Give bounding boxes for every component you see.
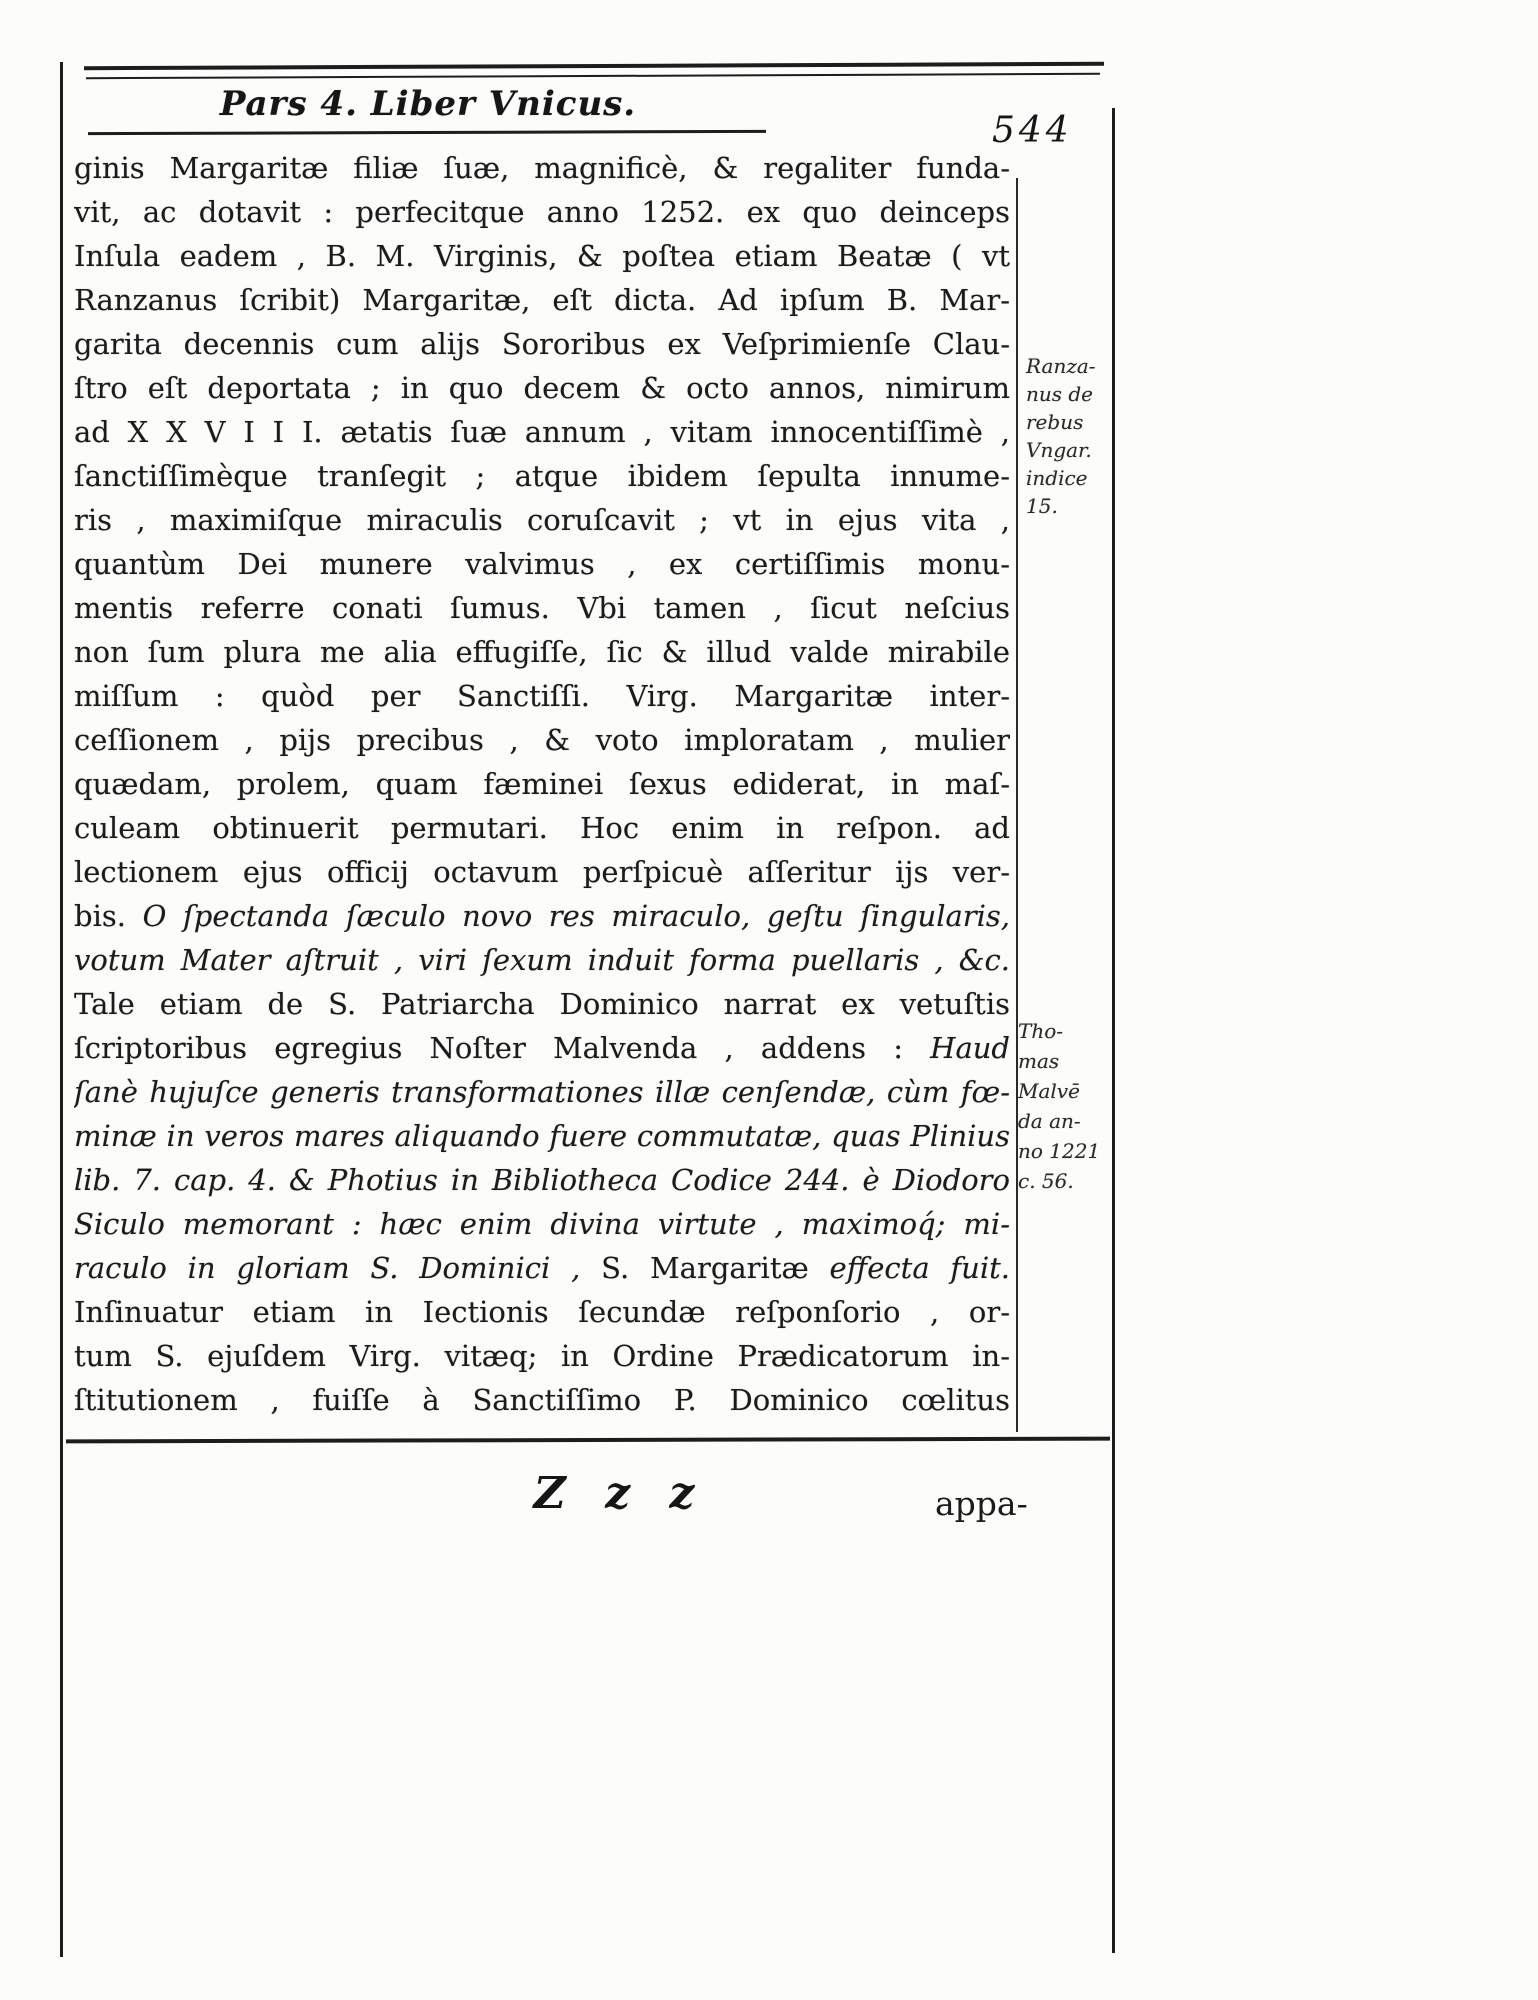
text-block — [74, 146, 1010, 1422]
signature-mark: Z z z — [533, 1468, 707, 1519]
catchword: appa- — [935, 1484, 1028, 1523]
text-line: ris , maximiſque miraculis coruſcavit ; vt in ejus vita , — [74, 503, 1010, 537]
text-line: bis. O ſpectanda ſæculo novo res miraculo, geſtu ſingularis, — [74, 899, 1010, 933]
text-line: raculo in gloriam S. Dominici , S. Margaritæ effecta fuit. — [74, 1251, 1010, 1285]
margin-note-line: Ranza- — [1026, 354, 1096, 378]
text-line: mentis referre conati ſumus. Vbi tamen , ſicut neſcius — [74, 591, 1010, 625]
text-line: lib. 7. cap. 4. & Photius in Bibliotheca Codice 244. è Diodoro — [74, 1163, 1010, 1197]
text-line: Inſula eadem , B. M. Virginis, & poſtea etiam Beatæ ( vt — [74, 239, 1010, 273]
text-line: ceſſionem , pijs precibus , & voto imploratam , mulier — [74, 723, 1010, 757]
running-title: Pars 4. Liber Vnicus. — [219, 84, 637, 124]
text-line: quædam, prolem, quam fæminei ſexus ediderat, in maſ- — [74, 767, 1010, 801]
margin-note-malvenda — [1018, 1016, 1110, 1196]
text-line: tum S. ejuſdem Virg. vitæq; in Ordine Prædicatorum in- — [74, 1339, 1010, 1373]
text-line: Inſinuatur etiam in Iectionis ſecundæ reſponſorio , or- — [74, 1295, 1010, 1329]
margin-note-line: nus de — [1026, 382, 1094, 406]
text-line: non ſum plura me alia effugiſſe, ſic & illud valde mirabile — [74, 635, 1010, 669]
margin-note-line: rebus — [1026, 410, 1084, 434]
text-line: Tale etiam de S. Patriarcha Dominico narrat ex vetuſtis — [74, 987, 1010, 1021]
text-line: ſtro eſt deportata ; in quo decem & octo annos, nimirum — [74, 371, 1010, 405]
text-line: minæ in veros mares aliquando fuere commutatæ, quas Plinius — [74, 1119, 1010, 1153]
text-line: Ranzanus ſcribit) Margaritæ, eſt dicta. Ad ipſum B. Mar- — [74, 283, 1010, 317]
text-line: lectionem ejus officij octavum perſpicuè aſſeritur ijs ver- — [74, 855, 1010, 889]
text-line: garita decennis cum alijs Sororibus ex Veſprimienſe Clau- — [74, 327, 1010, 361]
margin-note-ranzanus — [1026, 352, 1110, 520]
text-line: ginis Margaritæ filiæ ſuæ, magnificè, & regaliter funda- — [74, 151, 1010, 185]
text-line: miſſum : quòd per Sanctiſſi. Virg. Margaritæ inter- — [74, 679, 1010, 713]
text-line: votum Mater aſtruit , viri ſexum induit forma puellaris , &c. — [74, 943, 1010, 977]
margin-note-line: mas — [1018, 1049, 1060, 1073]
margin-note-line: c. 56. — [1018, 1169, 1074, 1193]
text-line: ſanè hujuſce generis transformationes illæ cenſendæ, cùm fœ- — [74, 1075, 1010, 1109]
text-line: Siculo memorant : hæc enim divina virtute , maximoq́; mi- — [74, 1207, 1010, 1241]
margin-note-line: da an- — [1018, 1109, 1081, 1133]
text-line: ſtitutionem , fuiſſe à Sanctiſſimo P. Dominico cœlitus — [74, 1383, 1010, 1417]
margin-note-line: Vngar. — [1026, 438, 1092, 462]
text-line: culeam obtinuerit permutari. Hoc enim in reſpon. ad — [74, 811, 1010, 845]
margin-note-line: indice — [1026, 466, 1088, 490]
text-line: ſanctiſſimèque tranſegit ; atque ibidem ſepulta innume- — [74, 459, 1010, 493]
text-line: ſcriptoribus egregius Noſter Malvenda , addens : Haud — [74, 1031, 1010, 1065]
text-line: ad X X V I I I. ætatis ſuæ annum , vitam innocentiſſimè , — [74, 415, 1010, 449]
margin-note-line: Tho- — [1018, 1019, 1064, 1043]
margin-note-line: 15. — [1026, 494, 1058, 518]
page-number: 544 — [992, 110, 1073, 151]
text-line: quantùm Dei munere valvimus , ex certiſſimis monu- — [74, 547, 1010, 581]
text-line: vit, ac dotavit : perfecitque anno 1252. ex quo deinceps — [74, 195, 1010, 229]
left-border-rule — [60, 62, 63, 1957]
margin-column-separator-rule — [1016, 178, 1018, 1432]
margin-note-line: Malvē — [1018, 1079, 1080, 1103]
margin-note-line: no 1221 — [1018, 1139, 1101, 1163]
right-border-rule — [1112, 108, 1115, 1953]
